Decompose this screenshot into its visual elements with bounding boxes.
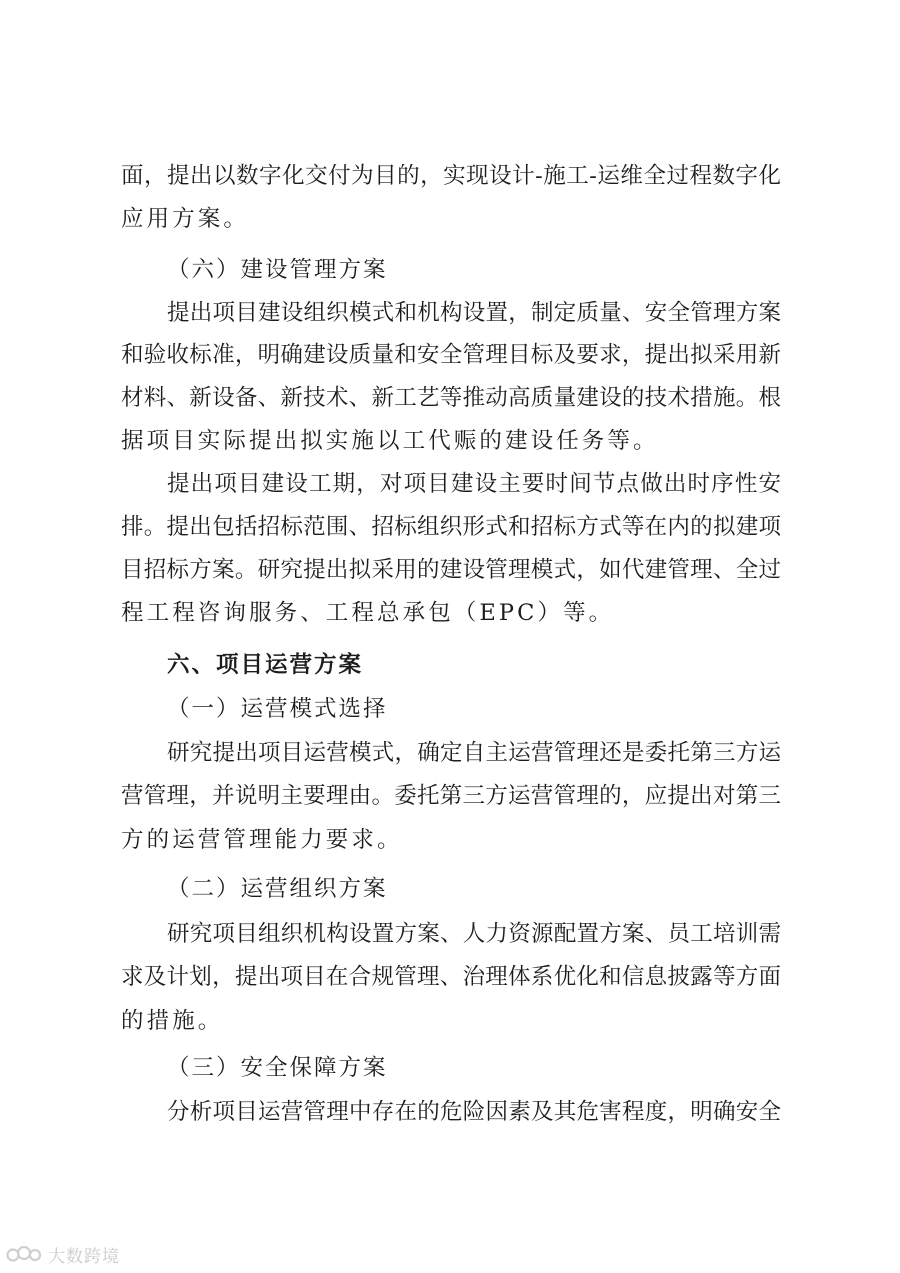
- section-heading: （三）安全保障方案: [167, 1055, 388, 1081]
- paragraph-line: 研究项目组织机构设置方案、人力资源配置方案、员工培训需: [167, 921, 781, 947]
- watermark: [6, 1240, 120, 1268]
- paragraph-line: 排。提出包括招标范围、招标组织形式和招标方式等在内的拟建项: [121, 514, 781, 540]
- paragraph-line: 提出项目建设工期，对项目建设主要时间节点做出时序性安: [167, 471, 781, 497]
- paragraph-line: 材料、新设备、新技术、新工艺等推动高质量建设的技术措施。根: [121, 385, 781, 411]
- paragraph-line: 求及计划，提出项目在合规管理、治理体系优化和信息披露等方面: [121, 964, 781, 990]
- watermark-text: 大数跨境: [48, 1246, 120, 1267]
- paragraph-line: 方的运营管理能力要求。: [121, 827, 403, 853]
- paragraph-line: 的措施。: [121, 1008, 224, 1034]
- chapter-heading: 六、项目运营方案: [167, 652, 364, 678]
- paragraph-line: 应用方案。: [121, 206, 250, 232]
- paragraph-line: 据项目实际提出拟实施以工代赈的建设任务等。: [121, 428, 659, 454]
- paragraph-line: 研究提出项目运营模式，确定自主运营管理还是委托第三方运: [167, 740, 781, 766]
- paragraph-line: 提出项目建设组织模式和机构设置，制定质量、安全管理方案: [167, 300, 781, 326]
- section-heading: （二）运营组织方案: [167, 876, 388, 902]
- section-heading: （一）运营模式选择: [167, 696, 388, 722]
- paragraph-line: 分析项目运营管理中存在的危险因素及其危害程度，明确安全: [167, 1099, 781, 1125]
- section-heading: （六）建设管理方案: [167, 257, 388, 283]
- paragraph-line: 目招标方案。研究提出拟采用的建设管理模式，如代建管理、全过: [121, 557, 781, 583]
- brand-logo-icon: [6, 1243, 42, 1265]
- paragraph-line: 和验收标准，明确建设质量和安全管理目标及要求，提出拟采用新: [121, 342, 781, 368]
- paragraph-line: 程工程咨询服务、工程总承包（EPC）等。: [121, 600, 615, 626]
- paragraph-line: 营管理，并说明主要理由。委托第三方运营管理的，应提出对第三: [121, 783, 781, 809]
- paragraph-line: 面，提出以数字化交付为目的，实现设计-施工-运维全过程数字化: [121, 163, 781, 189]
